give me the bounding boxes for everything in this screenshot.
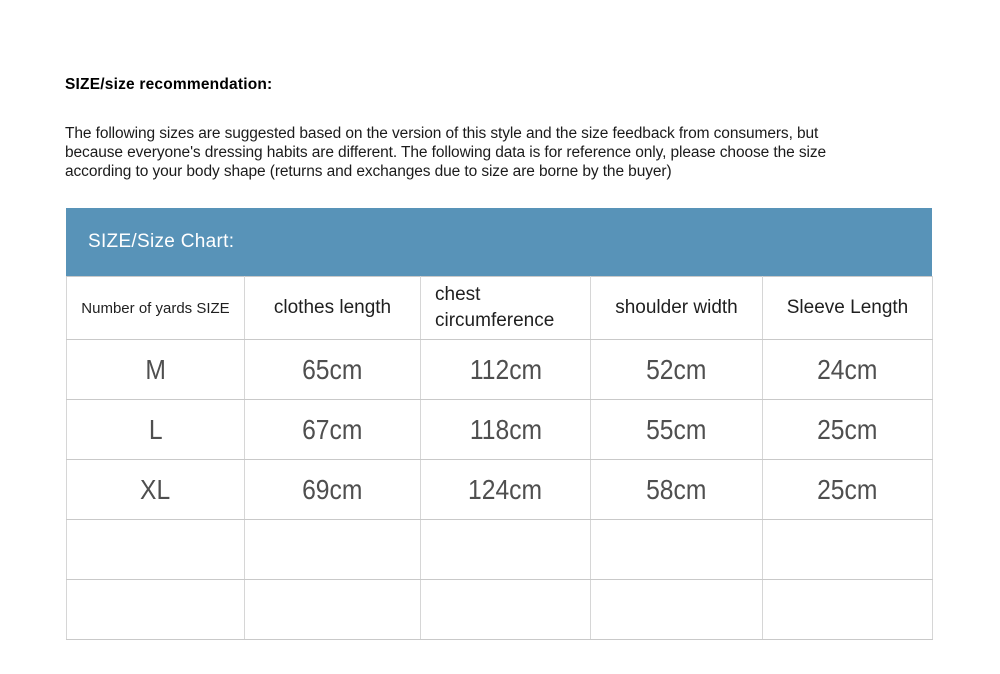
measurement-value: 112cm [469, 353, 542, 385]
column-header: clothes length [245, 277, 421, 340]
table-cell [421, 520, 591, 580]
measurement-value: 65cm [302, 353, 363, 385]
table-cell [421, 400, 591, 460]
measurement-value: 67cm [302, 413, 363, 445]
measurement-value: 25cm [817, 413, 878, 445]
table-cell [591, 580, 763, 640]
table-cell [763, 580, 933, 640]
table-cell [763, 460, 933, 520]
measurement-value: 118cm [469, 413, 542, 445]
measurement-value: 55cm [646, 413, 707, 445]
paragraph-line-1: The following sizes are suggested based on the version of this style and the size feedback from consumers, but [65, 125, 819, 142]
size-chart-banner [66, 208, 932, 276]
table-header-row [67, 277, 933, 340]
table-cell [67, 340, 245, 400]
table-cell [763, 520, 933, 580]
measurement-value: 69cm [302, 473, 363, 505]
table-cell [421, 460, 591, 520]
column-header: shoulder width [591, 277, 763, 340]
table-cell [763, 340, 933, 400]
measurement-value: 52cm [646, 353, 707, 385]
table-cell [67, 460, 245, 520]
measurement-value: 58cm [646, 473, 707, 505]
table-cell [245, 580, 421, 640]
size-label: L [148, 413, 163, 445]
table-row [67, 340, 933, 400]
table-cell [591, 400, 763, 460]
table-cell [245, 400, 421, 460]
size-label: XL [140, 473, 171, 505]
size-table [66, 276, 933, 640]
table-cell [67, 520, 245, 580]
table-row [67, 400, 933, 460]
table-cell [591, 460, 763, 520]
column-header: Sleeve Length [763, 277, 933, 340]
column-header: Number of yards SIZE [67, 277, 245, 340]
table-cell [245, 520, 421, 580]
measurement-value: 24cm [817, 353, 878, 385]
table-cell [67, 580, 245, 640]
table-cell [421, 580, 591, 640]
table-cell [421, 340, 591, 400]
size-disclaimer-paragraph [65, 124, 826, 182]
measurement-value: 25cm [817, 473, 878, 505]
measurement-value: 124cm [468, 473, 543, 505]
table-cell [591, 340, 763, 400]
table-cell [245, 460, 421, 520]
table-cell [763, 400, 933, 460]
table-cell [591, 520, 763, 580]
table-cell [245, 340, 421, 400]
size-label: M [145, 353, 166, 385]
table-row [67, 580, 933, 640]
size-chart-banner-title: SIZE/Size Chart: [88, 231, 235, 252]
paragraph-line-3: according to your body shape (returns and exchanges due to size are borne by the buyer) [65, 163, 672, 181]
paragraph-line-2: because everyone's dressing habits are different. The following data is for reference only, please choose the size [65, 144, 826, 162]
section-heading: SIZE/size recommendation: [65, 76, 273, 93]
column-header: chest circumference [421, 277, 591, 340]
table-cell [67, 400, 245, 460]
table-row [67, 460, 933, 520]
table-row [67, 520, 933, 580]
